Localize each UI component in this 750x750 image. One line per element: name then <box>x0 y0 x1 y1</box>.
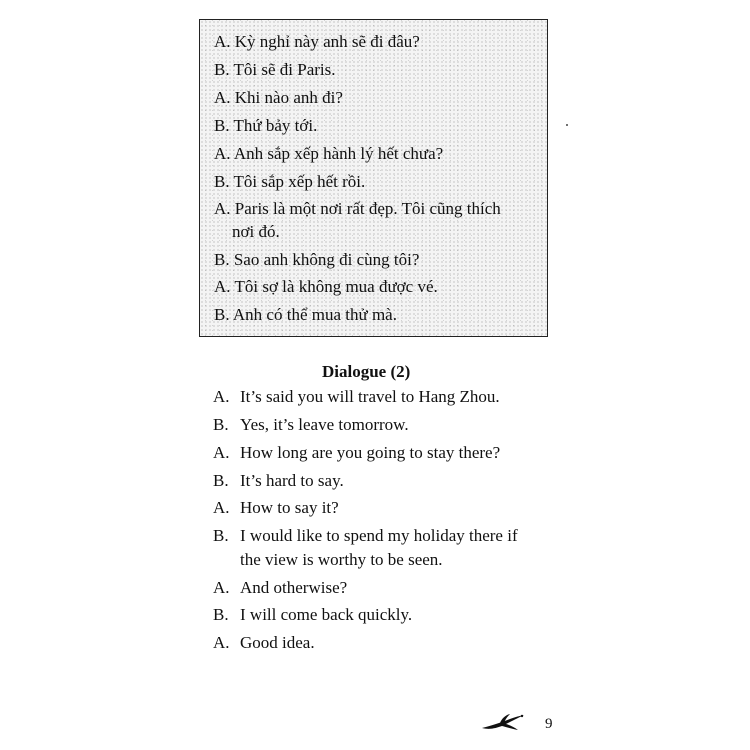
line-text: How long are you going to stay there? <box>240 443 501 462</box>
en-line <box>213 578 347 598</box>
line-text: Yes, it’s leave tomorrow. <box>240 415 409 434</box>
en-line <box>213 605 412 625</box>
vi-line-continuation: nơi đó. <box>232 222 280 241</box>
en-line <box>213 387 500 407</box>
en-line-continuation: the view is worthy to be seen. <box>240 550 443 569</box>
speaker-label: A. <box>213 633 230 652</box>
en-line <box>213 526 518 546</box>
vi-line: B. Tôi sắp xếp hết rồi. <box>214 172 366 191</box>
print-speck <box>566 124 568 126</box>
speaker-label: B. <box>213 415 229 434</box>
en-line <box>213 415 409 435</box>
en-line <box>213 443 500 463</box>
speaker-label: B. <box>213 605 229 624</box>
vi-line: A. Tôi sợ là không mua được vé. <box>214 277 438 296</box>
speaker-label: B. <box>213 471 229 490</box>
speaker-label: A. <box>213 498 230 517</box>
page-number: 9 <box>545 716 553 732</box>
vi-line: A. Kỳ nghỉ này anh sẽ đi đâu? <box>214 32 420 51</box>
speaker-label: A. <box>213 387 230 406</box>
line-text: I would like to spend my holiday there if <box>240 526 518 545</box>
line-text: How to say it? <box>240 498 339 517</box>
vi-line: A. Anh sắp xếp hành lý hết chưa? <box>214 144 444 163</box>
en-line <box>213 633 315 653</box>
speaker-label: A. <box>213 443 230 462</box>
line-text: Good idea. <box>240 633 315 652</box>
bird-ornament-icon <box>480 712 528 734</box>
line-text: It’s said you will travel to Hang Zhou. <box>240 387 500 406</box>
vi-line: A. Paris là một nơi rất đẹp. Tôi cũng thích <box>214 199 501 218</box>
vi-line: A. Khi nào anh đi? <box>214 88 343 107</box>
speaker-label: A. <box>213 578 230 597</box>
vi-line: B. Anh có thể mua thử mà. <box>214 305 397 324</box>
line-text: I will come back quickly. <box>240 605 413 624</box>
line-text: And otherwise? <box>240 578 348 597</box>
vi-line: B. Tôi sẽ đi Paris. <box>214 60 336 79</box>
vi-line: B. Sao anh không đi cùng tôi? <box>214 250 420 269</box>
vi-line: B. Thứ bảy tới. <box>214 116 318 135</box>
dialogue-title: Dialogue (2) <box>322 362 411 381</box>
line-text: It’s hard to say. <box>240 471 344 490</box>
speaker-label: B. <box>213 526 229 545</box>
vietnamese-dialogue-box <box>199 19 548 337</box>
en-line <box>213 471 344 491</box>
en-line <box>213 498 339 518</box>
